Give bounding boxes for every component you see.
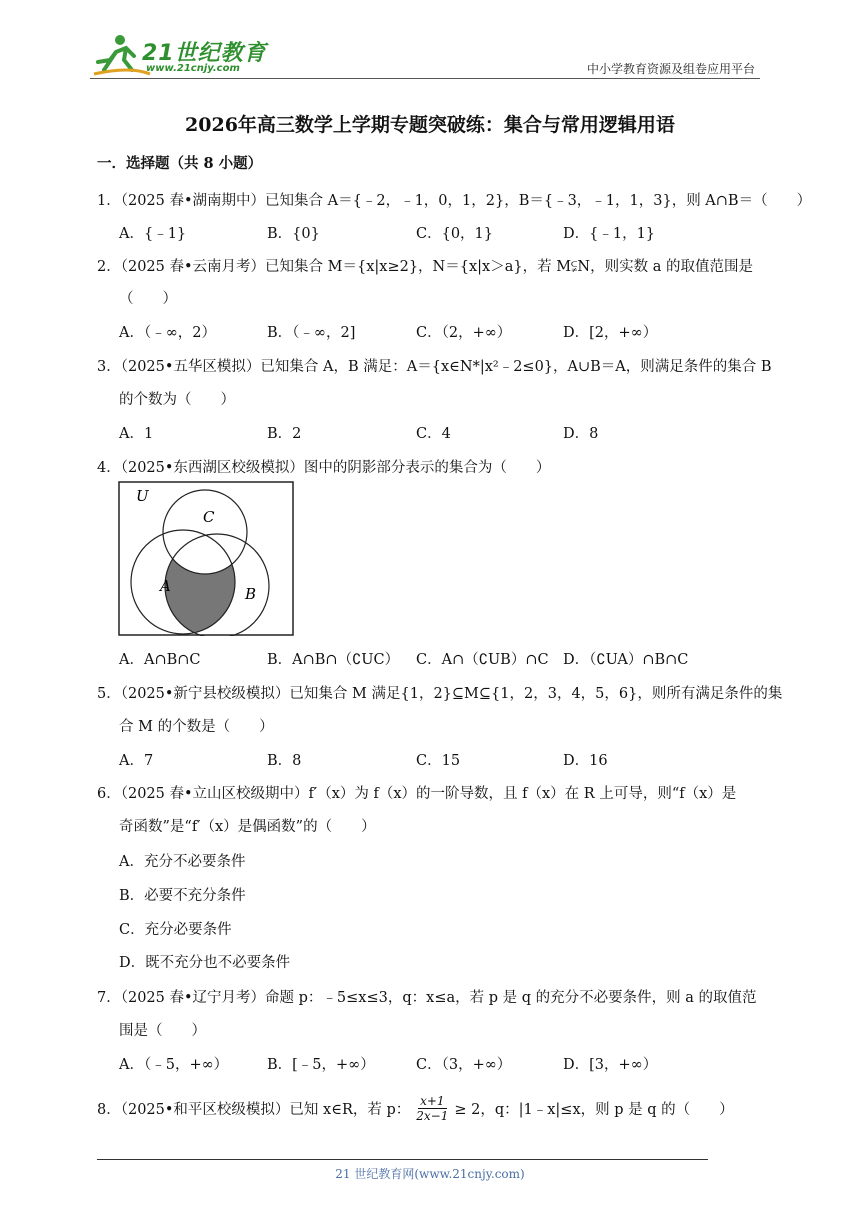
- q2-option-a[interactable]: A．（﹣∞，2）: [119, 325, 217, 341]
- q2-option-c[interactable]: C．（2，+∞）: [416, 325, 512, 341]
- q6-option-c[interactable]: C．充分必要条件: [119, 922, 232, 938]
- q2-option-b[interactable]: B．（﹣∞，2]: [267, 325, 356, 341]
- question-4-line-1: 4．（2025•东西湖区校级模拟）图中的阴影部分表示的集合为（ ）: [97, 460, 551, 476]
- q3-option-b[interactable]: B．2: [267, 426, 302, 442]
- q6-option-a[interactable]: A．充分不必要条件: [119, 854, 246, 870]
- question-5-line-1: 5．（2025•新宁县校级模拟）已知集合 M 满足{1，2}⊆M⊆{1，2，3，4，5，6}，则所有满足条件的集: [97, 686, 783, 702]
- label-u: U: [136, 487, 149, 505]
- label-a: A: [160, 577, 171, 595]
- q1-option-d[interactable]: D．{﹣1，1}: [563, 226, 656, 242]
- question-7-line-1: 7．（2025 春•辽宁月考）命题 p：﹣5≤x≤3，q：x≤a，若 p 是 q 的充分不必要条件，则 a 的取值范: [97, 990, 757, 1006]
- question-1-line-1: 1．（2025 春•湖南期中）已知集合 A＝{﹣2，﹣1，0，1，2}，B＝{﹣3，﹣1，1，3}，则 A∩B＝（ ）: [97, 193, 812, 209]
- q8-fraction-denominator: 2x−1: [416, 1109, 449, 1123]
- q8-prefix: 8．（2025•和平区校级模拟）已知 x∈R，若 p：: [97, 1102, 411, 1118]
- q3-option-a[interactable]: A．1: [119, 426, 154, 442]
- question-8-line-1: [97, 1094, 734, 1123]
- q5-option-c[interactable]: C．15: [416, 753, 461, 769]
- q4-option-b[interactable]: B．A∩B∩（∁UC）: [267, 652, 400, 668]
- q8-fraction-numerator: x+1: [420, 1094, 445, 1108]
- q3-option-d[interactable]: D．8: [563, 426, 599, 442]
- q5-option-d[interactable]: D．16: [563, 753, 608, 769]
- venn-diagram: [118, 481, 294, 636]
- q4-option-a[interactable]: A．A∩B∩C: [119, 652, 201, 668]
- question-2-line-2: （ ）: [119, 291, 177, 307]
- q7-option-b[interactable]: B．[﹣5，+∞）: [267, 1057, 375, 1073]
- logo-url: www.21cnjy.com: [146, 63, 240, 74]
- header-divider: [90, 78, 760, 79]
- question-2-line-1: 2．（2025 春•云南月考）已知集合 M＝{x|x≥2}，N＝{x|x＞a}，若 M⫋N，则实数 a 的取值范围是: [97, 259, 753, 275]
- q6-option-b[interactable]: B．必要不充分条件: [119, 888, 246, 904]
- q1-option-a[interactable]: A．{﹣1}: [119, 226, 187, 242]
- q5-option-a[interactable]: A．7: [119, 753, 154, 769]
- footer-link[interactable]: 21 世纪教育网(www.21cnjy.com): [335, 1167, 525, 1181]
- page-header: [90, 30, 760, 80]
- q4-option-c[interactable]: C．A∩（∁UB）∩C: [416, 652, 549, 668]
- q3-option-c[interactable]: C．4: [416, 426, 451, 442]
- q8-suffix: ≥ 2，q：|1﹣x|≤x，则 p 是 q 的（ ）: [454, 1102, 734, 1118]
- question-3-line-2: 的个数为（ ）: [119, 392, 235, 408]
- q8-fraction: [414, 1094, 450, 1123]
- q5-option-b[interactable]: B．8: [267, 753, 302, 769]
- logo-text: 21世纪教育: [142, 41, 267, 66]
- q6-option-d[interactable]: D．既不充分也不必要条件: [119, 955, 291, 971]
- q7-option-d[interactable]: D．[3，+∞）: [563, 1057, 658, 1073]
- q7-option-a[interactable]: A．（﹣5，+∞）: [119, 1057, 229, 1073]
- q7-option-c[interactable]: C．（3，+∞）: [416, 1057, 512, 1073]
- label-c: C: [203, 508, 215, 526]
- q1-option-b[interactable]: B．{0}: [267, 226, 320, 242]
- q2-option-d[interactable]: D．[2，+∞）: [563, 325, 658, 341]
- question-7-line-2: 围是（ ）: [119, 1023, 206, 1039]
- q4-option-d[interactable]: D．（∁UA）∩B∩C: [563, 652, 689, 668]
- section-heading: 一．选择题（共 8 小题）: [97, 155, 263, 172]
- platform-label: 中小学教育资源及组卷应用平台: [586, 62, 755, 76]
- question-6-line-2: 奇函数”是“f′（x）是偶函数”的（ ）: [119, 819, 376, 835]
- question-3-line-1: 3．（2025•五华区模拟）已知集合 A，B 满足：A＝{x∈N*|x²﹣2≤0}，A∪B＝A，则满足条件的集合 B: [97, 359, 772, 375]
- label-b: B: [245, 585, 257, 603]
- q1-option-c[interactable]: C．{0，1}: [416, 226, 493, 242]
- footer-divider: [97, 1159, 708, 1160]
- question-6-line-1: 6．（2025 春•立山区校级期中）f′（x）为 f（x）的一阶导数，且 f（x）在 R 上可导，则“f（x）是: [97, 786, 737, 802]
- question-5-line-2: 合 M 的个数是（ ）: [119, 719, 274, 735]
- page-title: 2026年高三数学上学期专题突破练：集合与常用逻辑用语: [185, 114, 675, 136]
